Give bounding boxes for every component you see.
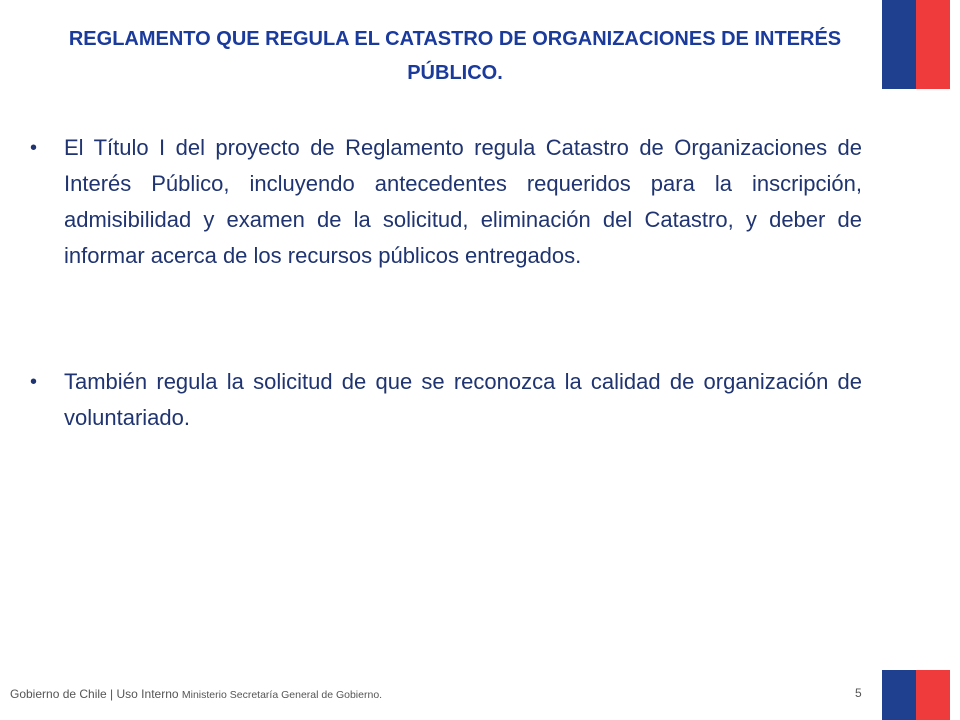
bullet-dot-icon: • <box>30 371 38 393</box>
footer <box>10 687 382 701</box>
bullet-text: También regula la solicitud de que se reconozca la calidad de organización de voluntariado. <box>64 369 862 430</box>
bullet-item <box>28 130 862 274</box>
chile-flag-stripe-top <box>882 0 950 89</box>
bullet-list <box>28 130 862 436</box>
flag-blue-band <box>882 0 916 89</box>
bullet-item <box>28 364 862 436</box>
bullet-text: El Título I del proyecto de Reglamento regula Catastro de Organizaciones de Interés Público, incluyendo antecedentes requeridos para la inscripción, admisibilidad y examen de la solicitud, eliminación del Catastro, y deber de informar acerca de los recursos públicos entregados. <box>64 135 862 268</box>
flag-blue-band <box>882 670 916 720</box>
footer-ministry-text: Ministerio Secretaría General de Gobierno. <box>181 689 383 701</box>
flag-red-band <box>916 670 950 720</box>
bullet-dot-icon: • <box>30 137 38 159</box>
page-number: 5 <box>855 686 862 700</box>
footer-left-text: Gobierno de Chile | Uso Interno <box>10 687 179 701</box>
slide-title: REGLAMENTO QUE REGULA EL CATASTRO DE ORGANIZACIONES DE INTERÉS PÚBLICO. <box>68 28 842 84</box>
chile-flag-stripe-bottom <box>882 670 950 720</box>
flag-red-band <box>916 0 950 89</box>
